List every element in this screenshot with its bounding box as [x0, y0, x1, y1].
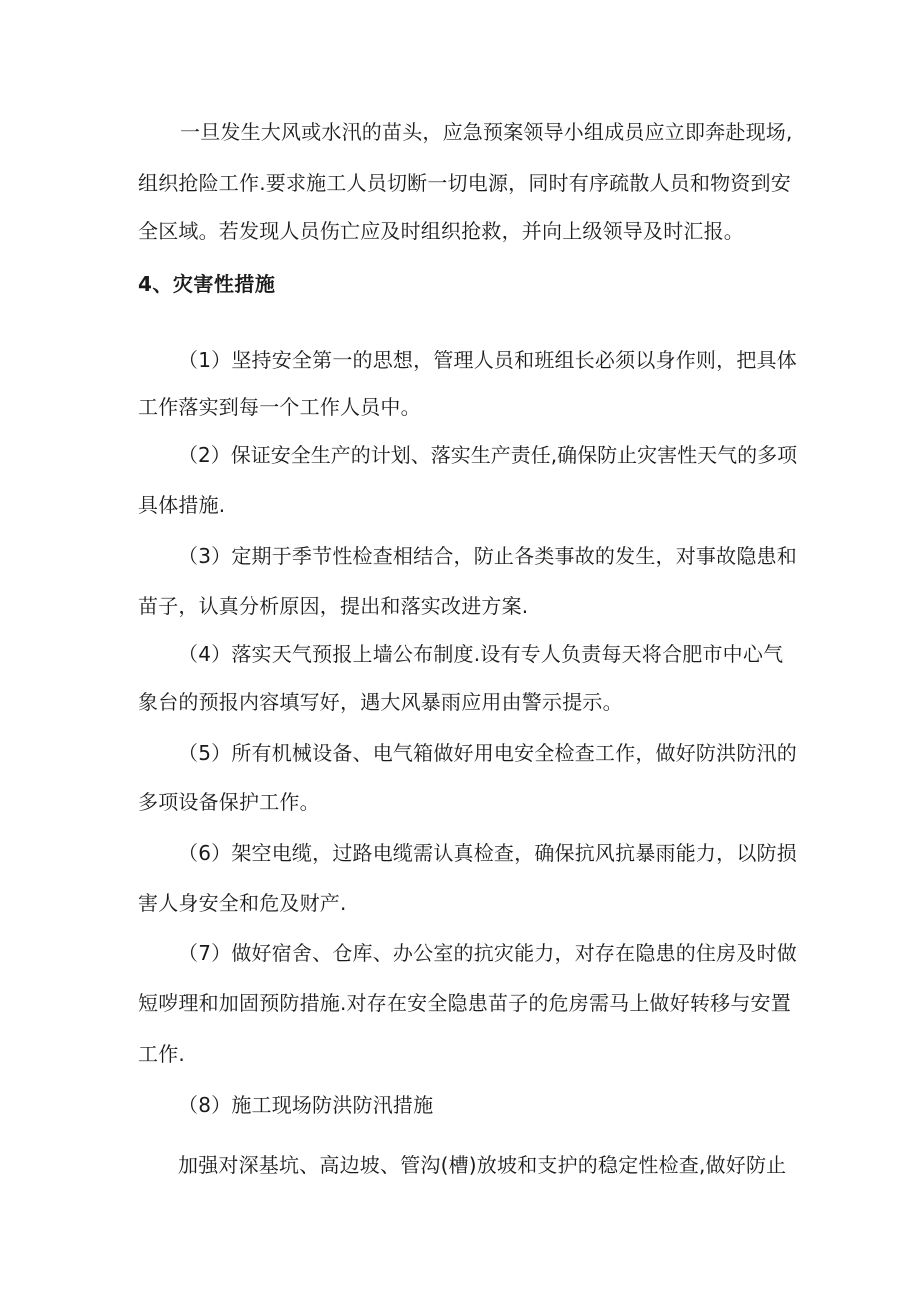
item-4-line-2: 象台的预报内容填写好，遇大风暴雨应用由警示提示。 [138, 690, 623, 714]
item-5-line-2: 多项设备保护工作。 [138, 790, 320, 814]
item-8-line-1: （8）施工现场防洪防汛措施 [178, 1093, 434, 1117]
intro-line-2: 组织抢险工作.要求施工人员切断一切电源，同时有序疏散人员和物资到安 [138, 171, 791, 195]
item-6-line-2: 害人身安全和危及财产. [138, 891, 347, 915]
closing-line-1: 加强对深基坑、高边坡、管沟(槽)放坡和支护的稳定性检查,做好防止 [178, 1153, 787, 1177]
section-heading: 4、灾害性措施 [138, 272, 276, 296]
item-7-line-3: 工作. [138, 1042, 185, 1066]
item-1-line-1: （1）坚持安全第一的思想，管理人员和班组长必须以身作则，把具体 [178, 348, 797, 372]
item-5-line-1: （5）所有机械设备、电气箱做好用电安全检查工作，做好防洪防汛的 [178, 741, 797, 765]
intro-line-3: 全区域。若发现人员伤亡应及时组织抢救，并向上级领导及时汇报。 [138, 219, 744, 243]
item-2-line-2: 具体措施. [138, 493, 226, 517]
item-2-line-1: （2）保证安全生产的计划、落实生产责任,确保防止灾害性天气的多项 [178, 443, 798, 467]
item-3-line-2: 苗子，认真分析原因，提出和落实改进方案. [138, 594, 529, 618]
item-7-line-2: 短哕理和加固预防措施.对存在安全隐患苗子的危房需马上做好转移与安置 [138, 991, 791, 1015]
item-6-line-1: （6）架空电缆，过路电缆需认真检查，确保抗风抗暴雨能力，以防损 [178, 841, 797, 865]
item-1-line-2: 工作落实到每一个工作人员中。 [138, 395, 421, 419]
intro-line-1: 一旦发生大风或水汛的苗头，应急预案领导小组成员应立即奔赴现场, [180, 120, 793, 144]
item-7-line-1: （7）做好宿舍、仓库、办公室的抗灾能力，对存在隐患的住房及时做 [178, 941, 797, 965]
item-4-line-1: （4）落实天气预报上墙公布制度.设有专人负责每天将合肥市中心气 [178, 642, 784, 666]
item-3-line-1: （3）定期于季节性检查相结合，防止各类事故的发生，对事故隐患和 [178, 544, 797, 568]
